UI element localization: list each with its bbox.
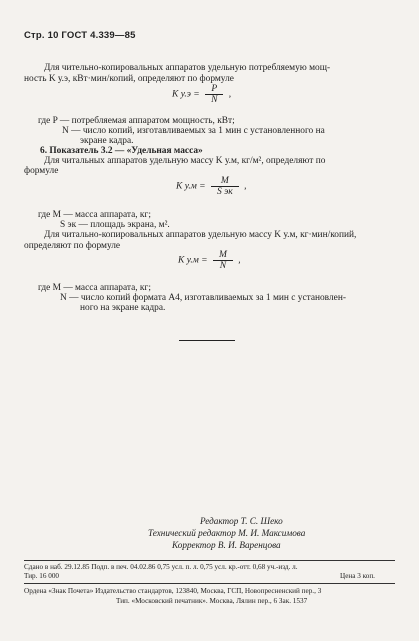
copier-line-1: Для читально-копировальных аппаратов удельную массу K у.м, кг·мин/копий, xyxy=(44,230,357,240)
formula-mass-copy-fraction xyxy=(213,250,233,271)
publisher-line-1: Ордена «Знак Почета» Издательство стандартов, 123840, Москва, ГСП, Новопресненский пер., 3 xyxy=(24,587,322,595)
formula-mass-screen-tail: , xyxy=(244,181,247,192)
imprint-top-rule xyxy=(24,560,395,561)
reader-line-2: формуле xyxy=(24,166,59,176)
formula-power-numerator: P xyxy=(211,84,218,94)
formula-mass-screen-lhs: K у.м = xyxy=(176,181,206,192)
section-separator xyxy=(179,340,235,341)
where3-line-3: ного на экране кадра. xyxy=(80,303,166,313)
page-header: Стр. 10 ГОСТ 4.339—85 xyxy=(24,30,136,41)
reader-line-1: Для читальных аппаратов удельную массу K у.м, кг/м², определяют по xyxy=(44,156,326,166)
intro-line-1: Для чительно-копировальных аппаратов удельную потребляемую мощ- xyxy=(44,63,331,73)
imprint-line-2: Тир. 16 000 xyxy=(24,572,60,580)
formula-power-lhs: K у.э = xyxy=(172,89,200,100)
formula-mass-copy-lhs: K у.м = xyxy=(178,255,208,266)
where2-line-2: S эк — площадь экрана, м². xyxy=(60,220,170,230)
copier-line-2: определяют по формуле xyxy=(24,241,121,251)
publisher-line-2: Тип. «Московский печатник». Москва, Лялин пер., 6 Зак. 1537 xyxy=(116,597,308,605)
formula-power xyxy=(172,84,231,105)
where1-line-3: экране кадра. xyxy=(80,136,134,146)
where3-line-2: N — число копий формата А4, изготавливаемых за 1 мин с установлен- xyxy=(60,293,346,303)
where3-line-1: где M — масса аппарата, кг; xyxy=(38,283,151,293)
where1-line-1: где P — потребляемая аппаратом мощность, кВт; xyxy=(38,116,235,126)
formula-mass-copy-denominator: N xyxy=(219,261,227,271)
formula-mass-copy xyxy=(178,250,241,271)
credit-editor: Редактор Т. С. Шеко xyxy=(200,516,283,526)
formula-mass-screen xyxy=(176,176,246,197)
imprint-line-1: Сдано в наб. 29.12.85 Подп. в печ. 04.02.86 0,75 усл. п. л. 0,75 усл. кр.-отт. 0,68 уч.-изд. л. xyxy=(24,563,298,571)
formula-mass-screen-numerator: M xyxy=(220,176,229,186)
where2-line-1: где M — масса аппарата, кг; xyxy=(38,210,151,220)
formula-power-fraction xyxy=(205,84,223,105)
intro-line-2: ность K у.э, кВт·мин/копий, определяют по формуле xyxy=(24,74,234,84)
section-6-heading: 6. Показатель 3.2 — «Удельная масса» xyxy=(40,146,203,156)
formula-power-denominator: N xyxy=(211,95,218,105)
imprint-bottom-rule xyxy=(24,583,395,584)
formula-mass-copy-numerator: M xyxy=(218,250,227,260)
formula-power-tail: , xyxy=(228,89,232,100)
where1-line-2: N — число копий, изготавливаемых за 1 мин с установленного на xyxy=(62,126,325,136)
formula-mass-screen-fraction xyxy=(211,176,239,197)
credit-tech-editor: Технический редактор М. И. Максимова xyxy=(148,528,306,538)
credit-corrector: Корректор В. И. Варенцова xyxy=(172,540,281,550)
imprint-price: Цена 3 коп. xyxy=(340,572,375,580)
formula-mass-screen-denominator: S эк xyxy=(216,187,233,197)
formula-mass-copy-tail: , xyxy=(238,255,241,266)
